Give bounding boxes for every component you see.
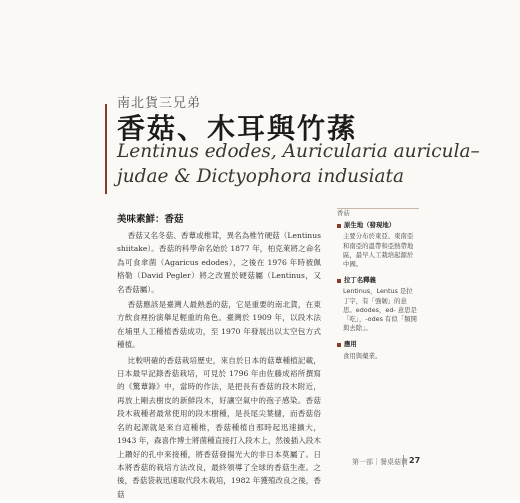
sidebar-block-text: 主要分布於東亞、東南亞和南亞的溫帶和亞熱帶地區，最早人工栽培起源於中國。 [343,232,414,269]
sidebar-block-title: 拉丁名釋義 [344,276,376,285]
sidebar-block [337,221,419,269]
accent-rule [105,104,107,194]
sidebar-block [337,340,419,360]
sidebar-heading: 香菇 [337,209,350,217]
paragraph: 比較明確的香菇栽培歷史，來自於日本的菇蕈種植記載，日本最早記錄香菇栽培，可見於 1796 年由佐藤成裕所撰寫的《驚蕈錄》中，當時的作法，是把長有香菇的段木附近，再放上剛去樹皮的新鮮段木，好讓空氣中的孢子感染。香菇段木栽種者最常使用的段木樹種，是長尾尖葉櫧，而香菇俗名的起源就是來自這種椎，香菇種植自那時起迅速擴大，1943 年，森喜作博士將菌種直接打入段木上，然後插入段木上鑽好的孔中來接種，將香菇發揚光大的非日本莫屬了。日本將香菇的栽培方法改良，最終領導了全球的香菇生產。之後，香菇袋栽迅速取代段木栽培，1982 年獲殖改良之後，香菇 [117,355,321,499]
bullet-icon [337,343,341,347]
article-subheading: 美味素鮮：香菇 [117,214,184,225]
article-body [117,229,321,503]
section-label: 南北貨三兄弟 [117,96,202,111]
latin-name-line-2: judae & Dictyophora indusiata [117,166,404,187]
latin-name-line-1: Lentinus edodes, Auricularia auricula– [117,141,480,162]
paragraph: 香菇應該是臺灣人最熟悉的菇，它是重要的南北貨，在東方飲食裡扮演舉足輕重的角色。臺灣於 1909 年，以段木法在埔里人工種植香菇成功，至 1970 年發展出以太空包方式種植。 [117,300,321,350]
bullet-icon [337,224,341,228]
sidebar-notes [337,209,419,368]
sidebar-block-text: Lentinus，Lentus 是拉丁字，有「強韌」的意思。edodes，ed- 意思是「吃」，-odes 有似「類開與去除」。 [343,287,417,333]
footer-divider [403,455,404,467]
paragraph: 香菇又名冬菇、香蕈或椎茸，異名為椎竹硬菇（Lentinus shiitake）。香菇的科學命名始於 1877 年，柏克萊將之命名為可食傘菌（Agaricus edodes），之後在 1976 年時被佩格勒（David Pegler）將之改置於硬菇屬（Lentinus，又名香菇屬）。 [117,231,321,294]
sidebar-block-title: 原生地（發現地） [344,221,396,230]
page-number: 27 [409,456,421,465]
running-footer: 第一部｜餐桌菇寶 [352,458,408,466]
page-title: 香菇、木耳與竹蓀 [117,112,358,145]
sidebar-block-text: 食用與藥業。 [343,351,382,360]
bullet-icon [337,279,341,283]
sidebar-block [337,276,419,333]
sidebar-block-title: 應用 [344,340,357,349]
